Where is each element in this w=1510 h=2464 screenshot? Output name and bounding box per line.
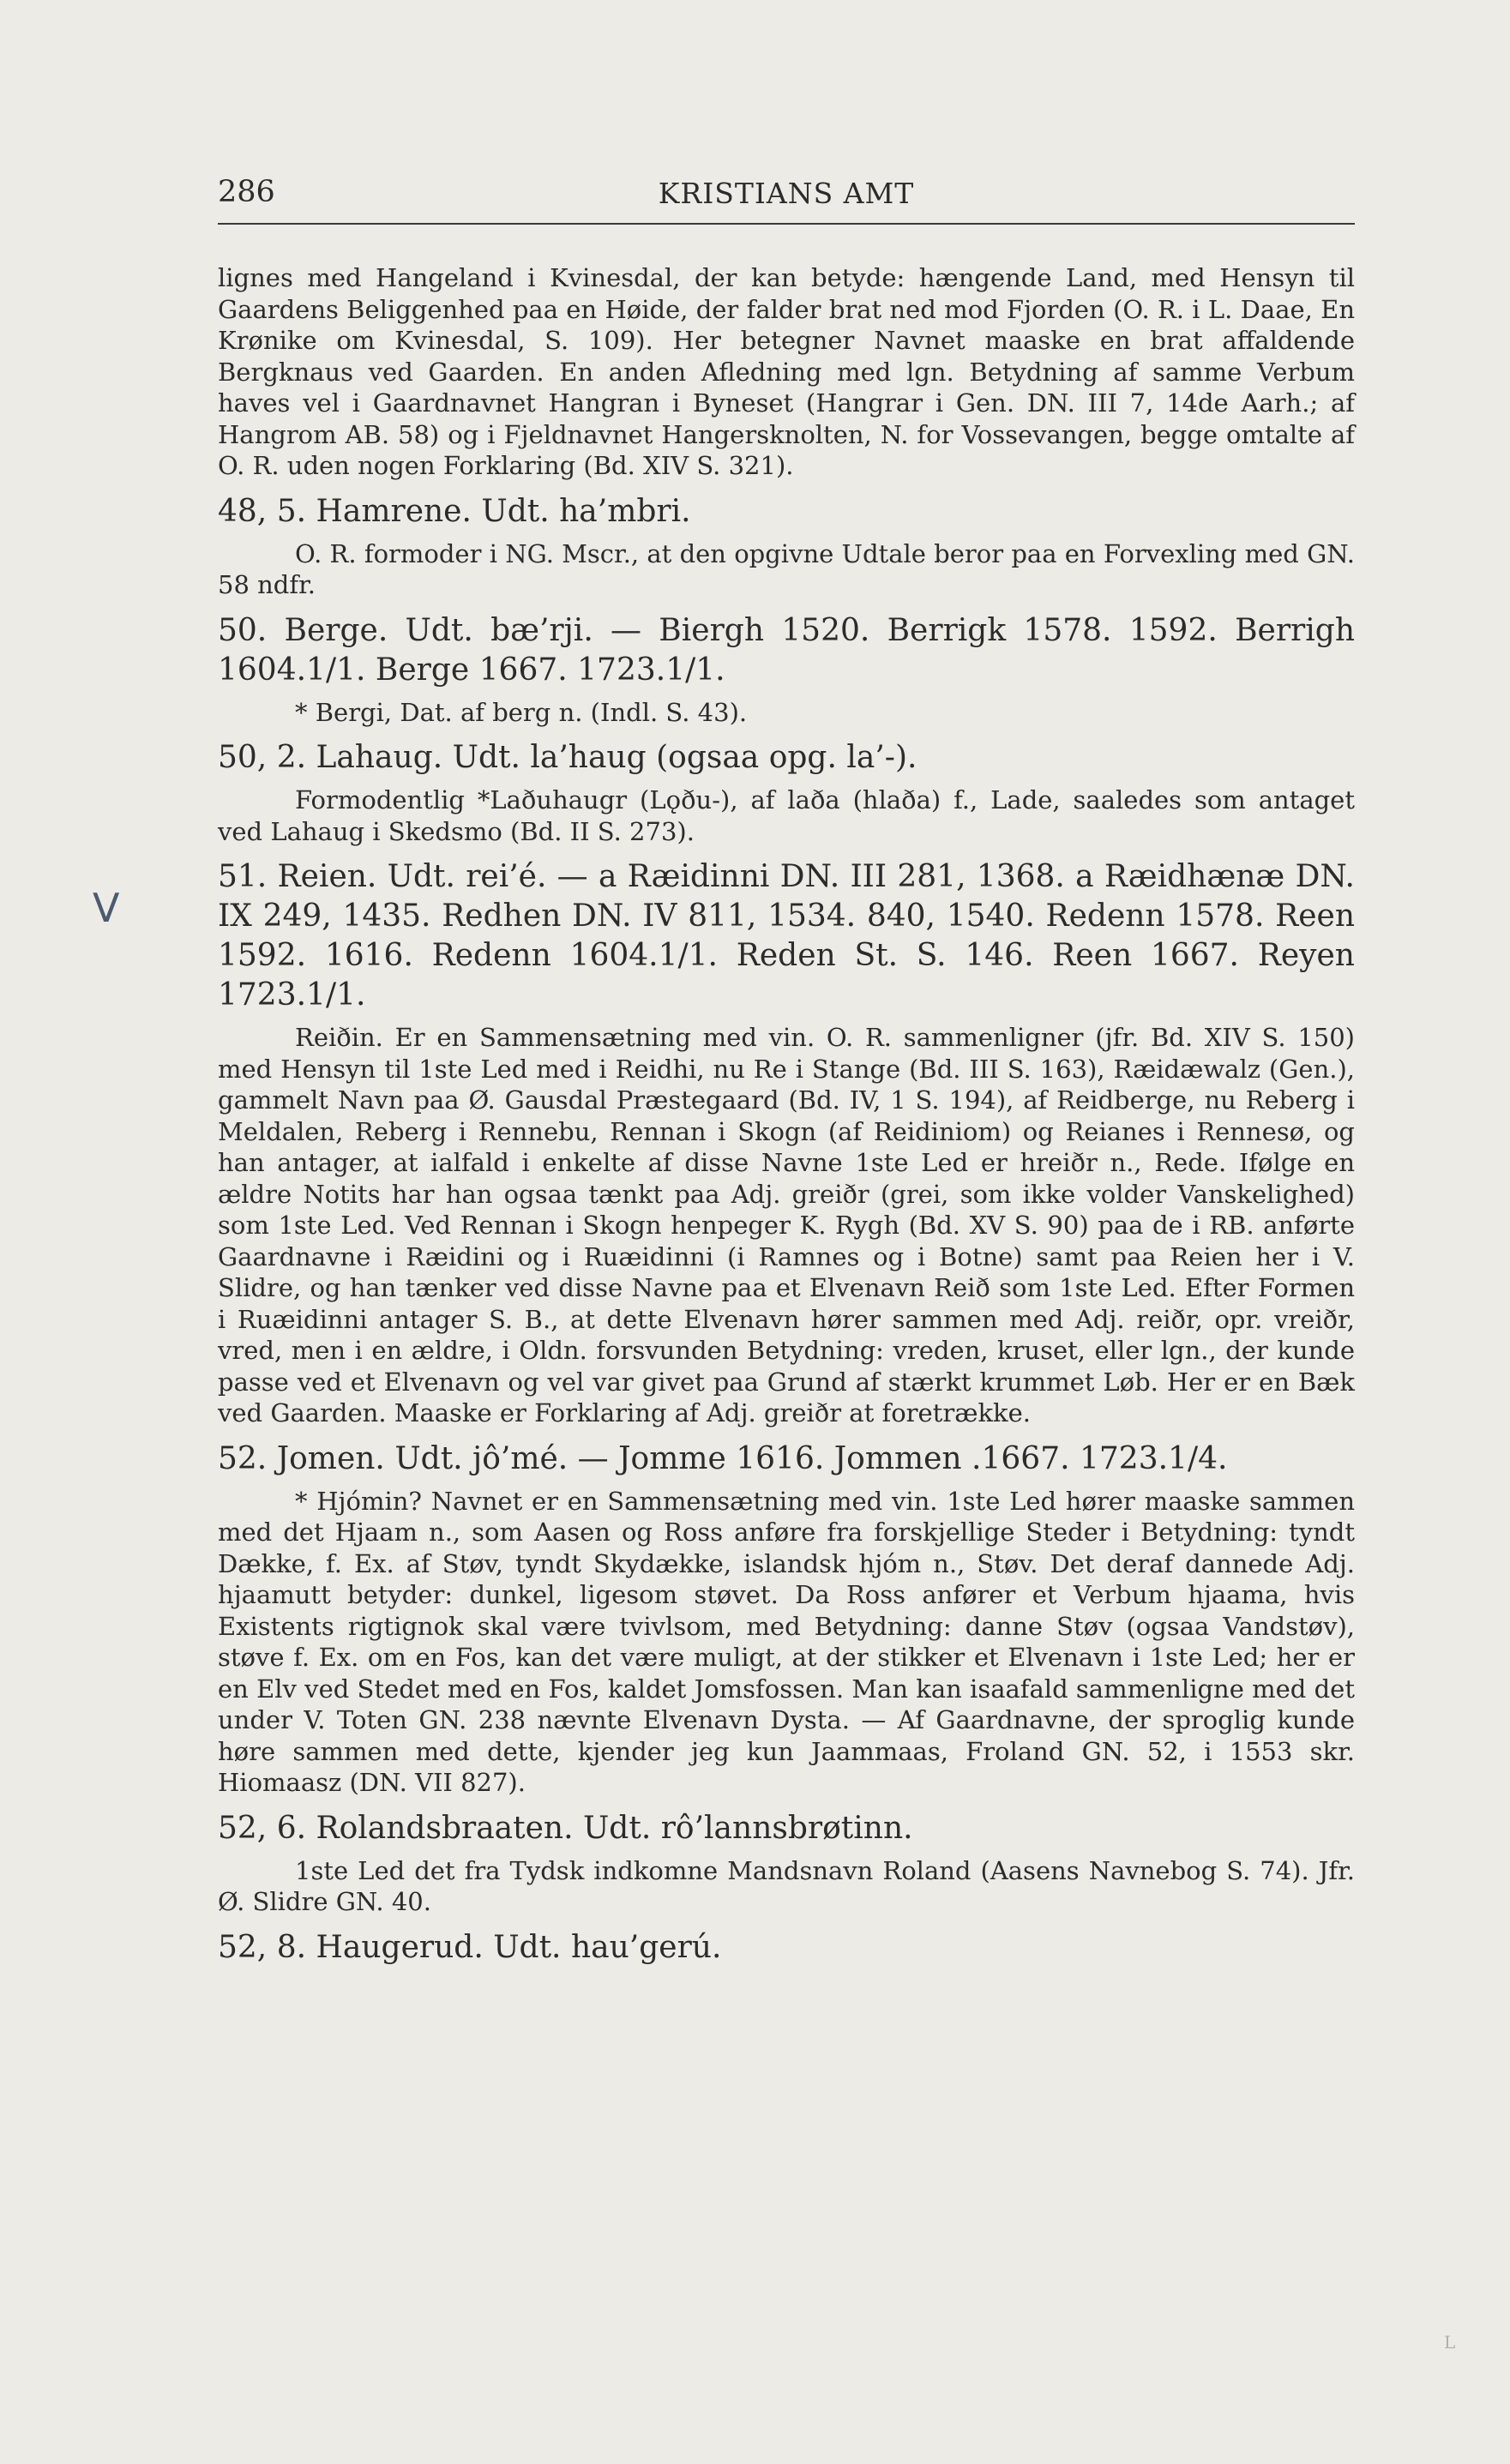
corner-mark: L: [1444, 2332, 1456, 2353]
paragraph: Formodentlig *Laðuhaugr (Lǫðu-), af laða (hlaða) f., Lade, saaledes som antaget ved Lahaug i Skedsmo (Bd. II S. 273).: [218, 785, 1355, 846]
paragraph: 1ste Led det fra Tydsk indkomne Mandsnavn Roland (Aasens Navnebog S. 74). Jfr. Ø. Slidre GN. 40.: [218, 1855, 1355, 1916]
page-header: [218, 171, 1355, 225]
page-number: 286: [218, 175, 275, 209]
running-title: KRISTIANS AMT: [658, 177, 915, 210]
paragraph: lignes med Hangeland i Kvinesdal, der kan betyde: hængende Land, med Hensyn til Gaardens Beliggenhed paa en Høide, der falder brat ned mod Fjorden (O. R. i L. Daae, En Krønike om Kvinesdal, S. 109). Her betegner Navnet maaske en brat affaldende Bergknaus ved Gaarden. En anden Afledning med lgn. Betydning af samme Verbum haves vel i Gaardnavnet Hangran i Byneset (Hangrar i Gen. DN. III 7, 14de Aarh.; af Hangrom AB. 58) og i Fjeldnavnet Hangersknolten, N. for Vossevangen, begge omtalte af O. R. uden nogen Forklaring (Bd. XIV S. 321).: [218, 263, 1355, 480]
entry-heading: 51. Reien. Udt. rei’é. — a Ræidinni DN. III 281, 1368. a Ræidhænæ DN. IX 249, 1435. Redhen DN. IV 811, 1534. 840, 1540. Redenn 1578. Reen 1592. 1616. Redenn 1604.1/1. Reden St. S. 146. Reen 1667. Reyen 1723.1/1.: [218, 859, 1355, 1013]
paragraph: O. R. formoder i NG. Mscr., at den opgivne Udtale beror paa en Forvexling med GN. 58 ndfr.: [218, 538, 1355, 599]
paragraph: * Hjómin? Navnet er en Sammensætning med vin. 1ste Led hører maaske sammen med det Hjaam n., som Aasen og Ross anføre fra forskjellige Steder i Betydning: tyndt Dække, f. Ex. af Støv, tyndt Skydække, islandsk hjóm n., Støv. Det deraf dannede Adj. hjaamutt betyder: dunkel, ligesom støvet. Da Ross anfører et Verbum hjaama, hvis Existents rigtignok skal være tvivlsom, med Betydning: danne Støv (ogsaa Vandstøv), støve f. Ex. om en Fos, kan det være muligt, at der stikker et Elvenavn i 1ste Led; her er en Elv ved Stedet med en Fos, kaldet Jomsfossen. Man kan isaafald sammenligne med det under V. Toten GN. 238 nævnte Elvenavn Dysta. — Af Gaardnavne, der sproglig kunde høre sammen med dette, kjender jeg kun Jaammaas, Froland GN. 52, i 1553 skr. Hiomaasz (DN. VII 827).: [218, 1486, 1355, 1797]
entry-heading: 52, 8. Haugerud. Udt. hau’gerú.: [218, 1929, 722, 1965]
entry-heading: 52. Jomen. Udt. jô’mé. — Jomme 1616. Jommen .1667. 1723.1/4.: [218, 1440, 1228, 1476]
entry-heading: 50. Berge. Udt. bæ’rji. — Biergh 1520. Berrigk 1578. 1592. Berrigh 1604.1/1. Berge 1667. 1723.1/1.: [218, 612, 1355, 688]
paragraph: Reiðin. Er en Sammensætning med vin. O. R. sammenligner (jfr. Bd. XIV S. 150) med Hensyn til 1ste Led med i Reidhi, nu Re i Stange (Bd. III S. 163), Ræidæwalz (Gen.), gammelt Navn paa Ø. Gausdal Præstegaard (Bd. IV, 1 S. 194), af Reidberge, nu Reberg i Meldalen, Reberg i Rennebu, Rennan i Skogn (af Reidiniom) og Reianes i Rennesø, og han antager, at ialfald i enkelte af disse Navne 1ste Led er hreiðr n., Rede. Ifølge en ældre Notits har han ogsaa tænkt paa Adj. greiðr (grei, som ikke volder Vanskelighed) som 1ste Led. Ved Rennan i Skogn henpeger K. Rygh (Bd. XV S. 90) paa de i RB. anførte Gaardnavne i Ræidini og i Ruæidinni (i Ramnes og i Botne) samt paa Reien her i V. Slidre, og han tænker ved disse Navne paa et Elvenavn Reið som 1ste Led. Efter Formen i Ruæidinni antager S. B., at dette Elvenavn hører sammen med Adj. reiðr, opr. vreiðr, vred, men i en ældre, i Oldn. forsvunden Betydning: vreden, kruset, eller lgn., der kunde passe ved et Elvenavn og vel var givet paa Grund af stærkt krummet Løb. Her er en Bæk ved Gaarden. Maaske er Forklaring af Adj. greiðr at foretrække.: [218, 1023, 1355, 1427]
margin-check-mark: V: [93, 885, 120, 931]
entry-heading: 52, 6. Rolandsbraaten. Udt. rô’lannsbrøtinn.: [218, 1810, 913, 1846]
page: [218, 171, 1355, 1974]
body-text: [218, 262, 1355, 1968]
entry-heading: 50, 2. Lahaug. Udt. la’haug (ogsaa opg. la’-).: [218, 740, 917, 775]
paragraph: * Bergi, Dat. af berg n. (Indl. S. 43).: [295, 697, 748, 727]
entry-heading: 48, 5. Hamrene. Udt. ha’mbri.: [218, 493, 691, 529]
